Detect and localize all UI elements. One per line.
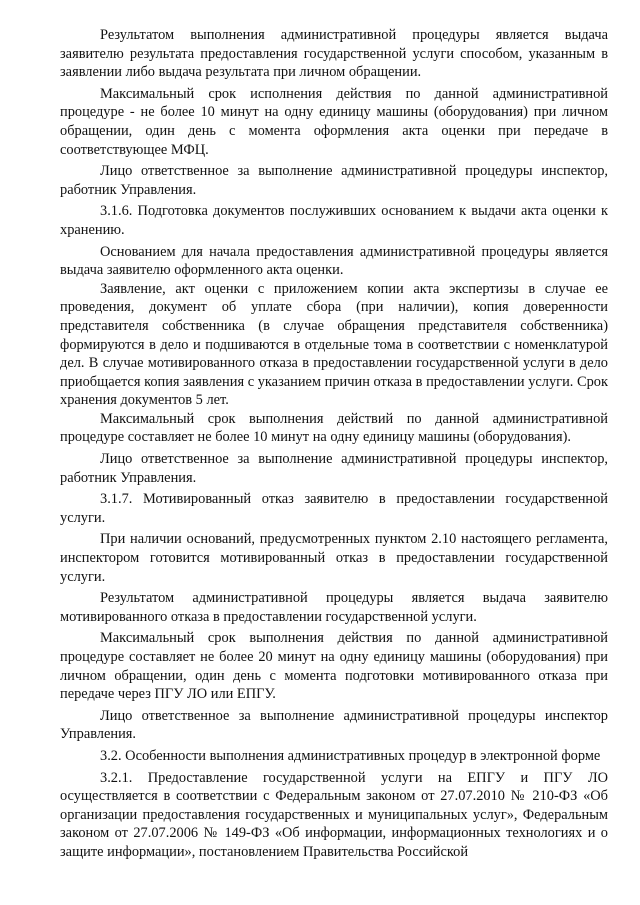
paragraph-case-file: Заявление, акт оценки с приложением копии акта экспертизы в случае ее проведения, документ об уплате сбора (при наличии), копия доверенности представителя собственника (в случае обращения представителя собственника) формируются в дело и подшиваются в отдельные тома в соответствии с номенклатурой дел. В случае мотивированного отказа в предоставлении государственной услуги в дело приобщается копия заявления с указанием причин отказа в предоставлении услуги. Срок хранения документов 5 лет. (60, 280, 608, 409)
paragraph-refusal-result: Результатом административной процедуры является выдача заявителю мотивированного отказа в предоставлении государственной услуги. (60, 590, 608, 625)
paragraph-max-term-refusal: Максимальный срок выполнения действия по данной административной процедуре составляет не более 20 минут на одну единицу машины (оборудования) при личном обращении, один день с момента подготовки мотивированного отказа при передаче через ПГУ ЛО или ЕПГУ. (60, 630, 608, 703)
paragraph-3-2-1: 3.2.1. Предоставление государственной услуги на ЕПГУ и ПГУ ЛО осуществляется в соответствии с Федеральным законом от 27.07.2010 № 210-ФЗ «Об организации предоставления государственных и муниципальных услуг», Федеральным законом от 27.07.2006 № 149-ФЗ «Об информации, информационных технологиях и о защите информации», постановлением Правительства Российской (60, 769, 608, 860)
paragraph-grounds: Основанием для начала предоставления административной процедуры является выдача заявителю оформленного акта оценки. (60, 243, 608, 279)
paragraph-max-term-assessment: Максимальный срок исполнения действия по данной административной процедуре - не более 10 минут на одну единицу машины (оборудования) при личном обращении, один день с момента оформления акта оценки при передаче в соответствующее МФЦ. (60, 85, 608, 158)
paragraph-result-issuance: Результатом выполнения административной процедуры является выдача заявителю результата предоставления государственной услуги способом, указанным в заявлении либо выдача результата при личном обращении. (60, 27, 608, 81)
paragraph-responsible-person-2: Лицо ответственное за выполнение административной процедуры инспектор, работник Управления. (60, 451, 608, 486)
section-heading-3-2: 3.2. Особенности выполнения административных процедур в электронной форме (100, 747, 601, 764)
section-heading-3-1-6: 3.1.6. Подготовка документов послуживших основанием к выдачи акта оценки к хранению. (60, 203, 608, 238)
paragraph-responsible-inspector: Лицо ответственное за выполнение административной процедуры инспектор Управления. (60, 707, 608, 743)
paragraph-responsible-person: Лицо ответственное за выполнение административной процедуры инспектор, работник Управления. (60, 163, 608, 198)
section-heading-3-1-7: 3.1.7. Мотивированный отказ заявителю в предоставлении государственной услуги. (60, 491, 608, 526)
document-body (60, 26, 608, 865)
paragraph-refusal-grounds: При наличии оснований, предусмотренных пунктом 2.10 настоящего регламента, инспектором готовится мотивированный отказ в предоставлении государственной услуги. (60, 531, 608, 585)
paragraph-max-term-filing: Максимальный срок выполнения действий по данной административной процедуре составляет не более 10 минут на одну единицу машины (оборудования). (60, 410, 608, 446)
